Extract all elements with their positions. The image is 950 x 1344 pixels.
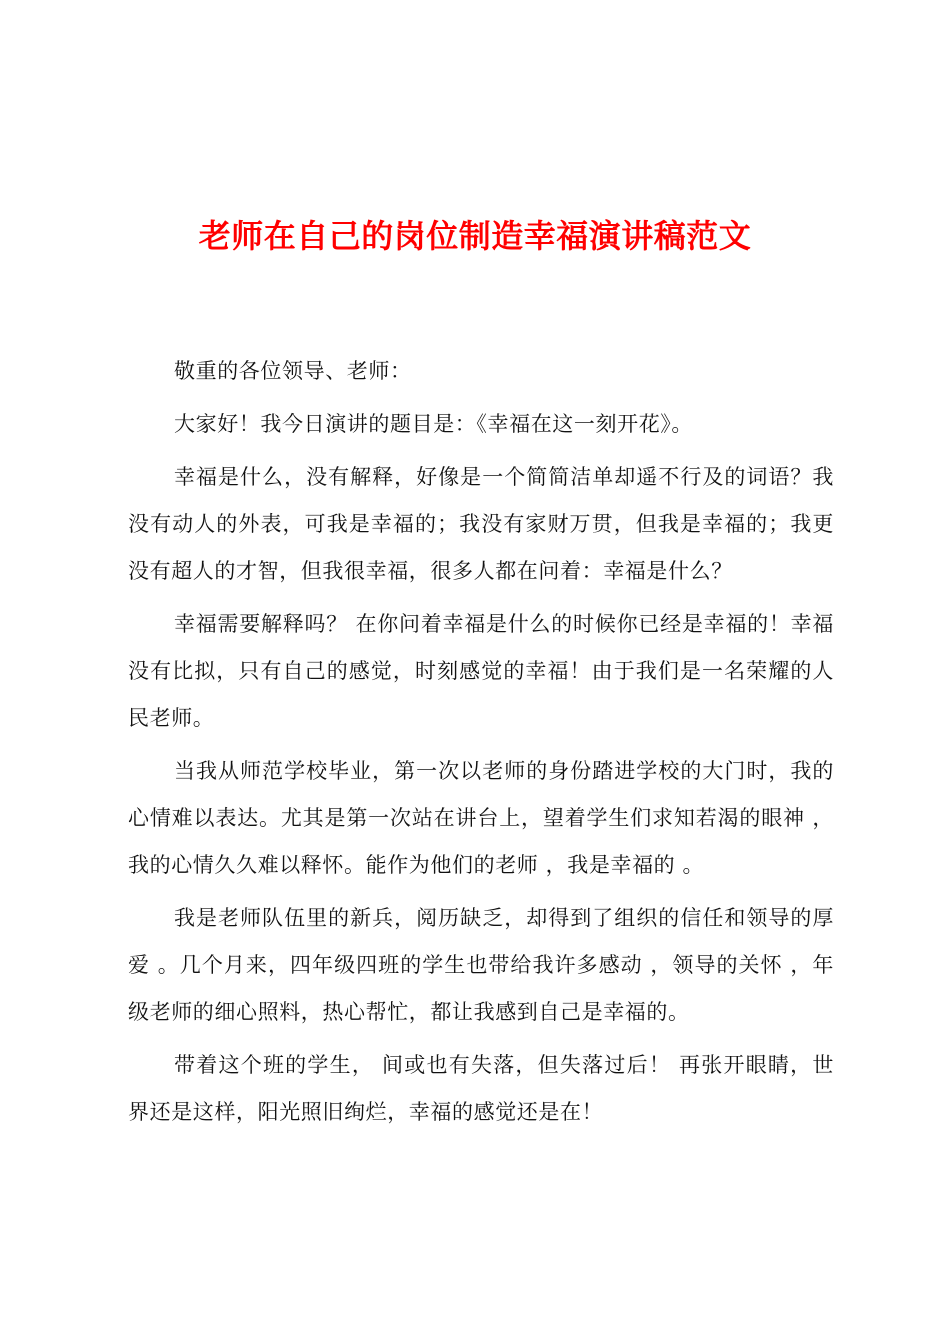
paragraph: 幸福是什么，没有解释，好像是一个简简洁单却遥不行及的词语？我没有动人的外表，可我是幸福的；我没有家财万贯，但我是幸福的；我更没有超人的才智，但我很幸福，很多人都在问着：幸福是什么？ bbox=[128, 465, 834, 583]
paragraph: 当我从师范学校毕业，第一次以老师的身份踏进学校的大门时，我的心情难以表达。尤其是第一次站在讲台上，望着学生们求知若渴的眼神 ，我的心情久久难以释怀。能作为他们的老师 ，我是幸福的 。 bbox=[128, 759, 834, 877]
paragraph-salutation: 敬重的各位领导、老师： bbox=[174, 359, 412, 383]
paragraph-greeting: 大家好！我今日演讲的题目是：《幸福在这一刻开花》。 bbox=[174, 412, 693, 436]
paragraph: 幸福需要解释吗？ 在你问着幸福是什么的时候你已经是幸福的！幸福没有比拟，只有自己的感觉，时刻感觉的幸福！由于我们是一名荣耀的人民老师。 bbox=[128, 612, 834, 730]
document-title: 老师在自己的岗位制造幸福演讲稿范文 bbox=[198, 217, 752, 255]
document-body bbox=[128, 348, 834, 1142]
paragraph: 带着这个班的学生， 间或也有失落，但失落过后！ 再张开眼睛，世界还是这样，阳光照旧绚烂，幸福的感觉还是在！ bbox=[128, 1053, 834, 1124]
paragraph: 我是老师队伍里的新兵，阅历缺乏，却得到了组织的信任和领导的厚爱 。几个月来，四年级四班的学生也带给我许多感动 ，领导的关怀 ，年级老师的细心照料，热心帮忙，都让我感到自己是幸福的。 bbox=[128, 906, 834, 1024]
